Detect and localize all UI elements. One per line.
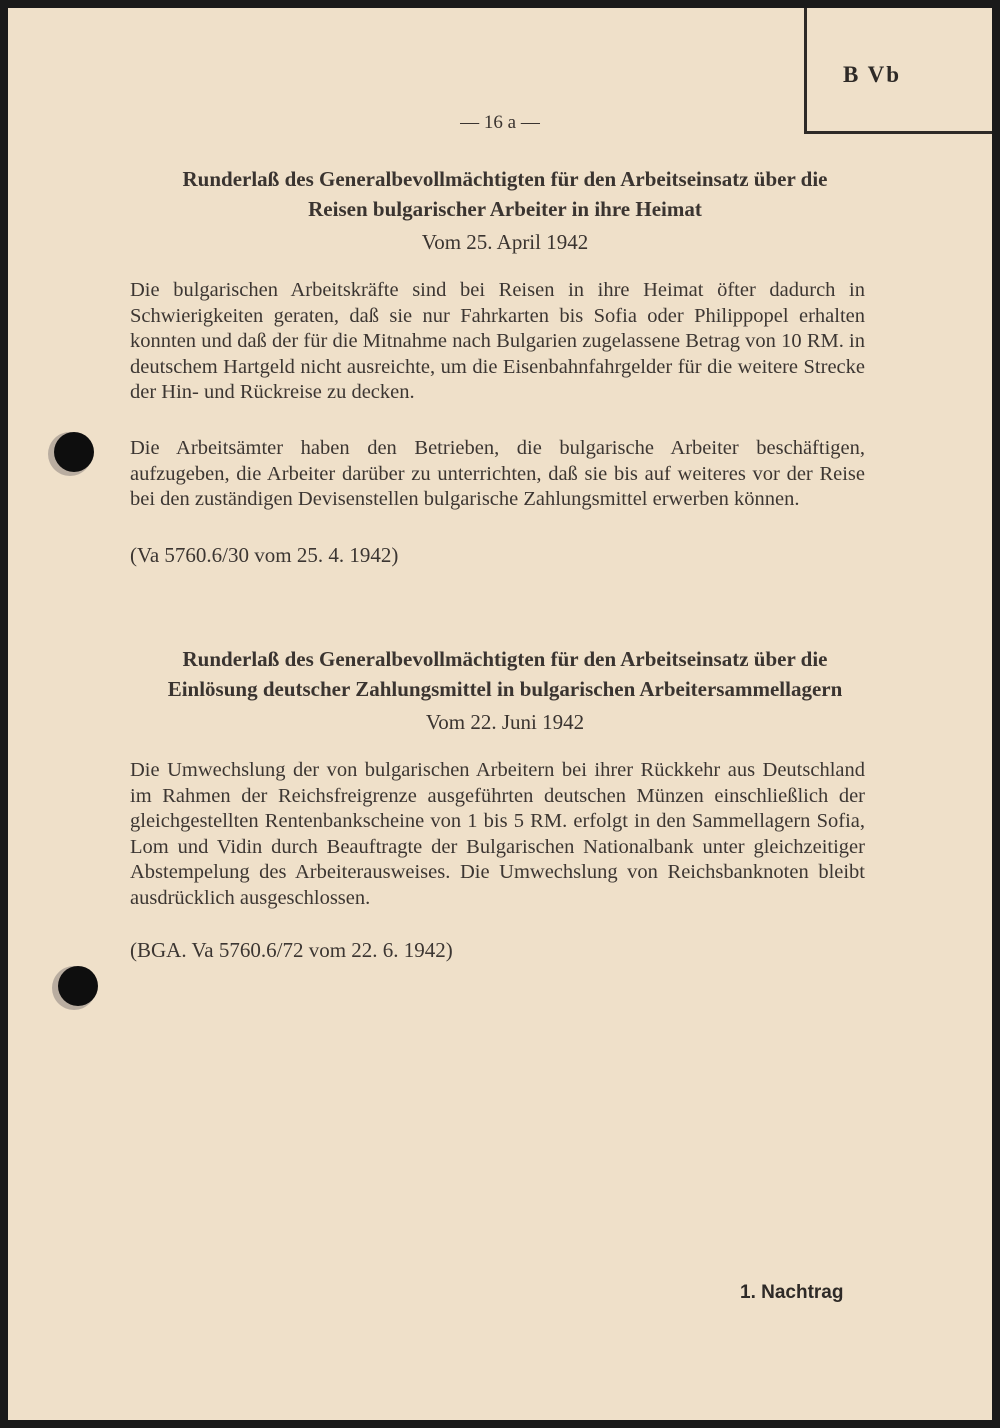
section2-heading-line1: Runderlaß des Generalbevollmächtigten für den Arbeitseinsatz über die (182, 647, 828, 671)
section1-reference: (Va 5760.6/30 vom 25. 4. 1942) (130, 543, 399, 567)
page-number: — 16 a — (460, 112, 540, 133)
section2-reference: (BGA. Va 5760.6/72 vom 22. 6. 1942) (130, 938, 453, 962)
supplement-note: 1. Nachtrag (740, 1282, 844, 1303)
section1-heading-line2: Reisen bulgarischer Arbeiter in ihre Heimat (308, 197, 702, 221)
section1-paragraph1: Die bulgarischen Arbeitskräfte sind bei Reisen in ihre Heimat öfter dadurch in Schwierigkeiten geraten, daß sie nur Fahrkarten bis Sofia oder Philippopel erhalten konnten und daß der für die Mitnahme nach Bulgarien zugelassene Betrag von 10 RM. in deutschem Hartgeld nicht ausreichte, um die Eisenbahnfahrgelder für die weitere Strecke der Hin- und Rückreise zu decken. (130, 279, 865, 404)
section-marker-box (804, 8, 992, 134)
section-marker-label: B Vb (842, 62, 902, 87)
paper-sheet (8, 8, 992, 1420)
section2-date: Vom 22. Juni 1942 (425, 710, 585, 734)
section1-date: Vom 25. April 1942 (421, 230, 589, 254)
section1-heading (120, 164, 890, 224)
punch-hole-lower (58, 966, 98, 1006)
section2-heading-line2: Einlösung deutscher Zahlungsmittel in bulgarischen Arbeitersammellagern (167, 677, 843, 701)
section1-heading-line1: Runderlaß des Generalbevollmächtigten für den Arbeitseinsatz über die (182, 167, 828, 191)
punch-hole-upper (54, 432, 94, 472)
section1-paragraph2: Die Arbeitsämter haben den Betrieben, die bulgarische Arbeiter beschäftigen, aufzugeben, die Arbeiter darüber zu unterrichten, daß sie bis auf weiteres vor der Reise bei den zuständigen Devisenstellen bulgarische Zahlungsmittel erwerben können. (130, 437, 865, 511)
section2-heading (120, 644, 890, 704)
section2-paragraph1: Die Umwechslung der von bulgarischen Arbeitern bei ihrer Rückkehr aus Deutschland im Rahmen der Reichsfreigrenze ausgeführten deutschen Münzen einschließlich der gleichgestellten Rentenbankscheine von 1 bis 5 RM. erfolgt in den Sammellagern Sofia, Lom und Vidin durch Beauftragte der Bulgarischen Nationalbank unter gleichzeitiger Abstempelung des Arbeiterausweises. Die Umwechslung von Reichsbanknoten bleibt ausdrücklich ausgeschlossen. (130, 759, 865, 909)
